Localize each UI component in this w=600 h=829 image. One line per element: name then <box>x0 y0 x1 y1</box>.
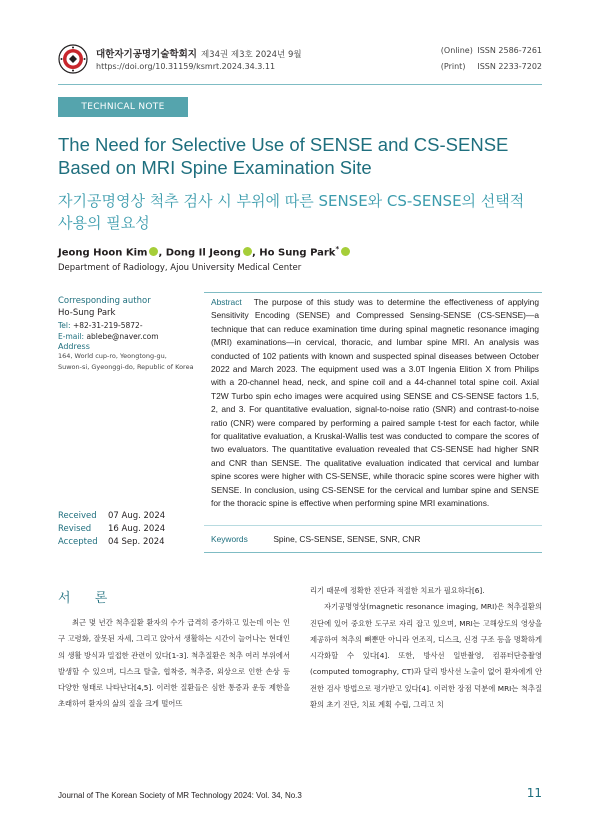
phone-label: Tel: <box>58 321 71 330</box>
title-korean <box>58 190 542 234</box>
title-korean-line: 자기공명영상 척추 검사 시 부위에 따른 SENSE와 CS-SENSE의 선택적 <box>58 192 525 210</box>
author-name[interactable]: Ho Sung Park <box>259 247 336 259</box>
title-english <box>58 133 542 179</box>
date-label: Accepted <box>58 537 98 547</box>
address-label: Address <box>58 342 90 351</box>
body-column-right <box>310 583 542 713</box>
phone-value: +82-31-219-5872- <box>72 321 143 330</box>
phone-line <box>58 321 208 330</box>
title-english-line: Based on MRI Spine Examination Site <box>58 157 372 178</box>
author-separator: , <box>251 247 256 259</box>
corresponding-author-heading: Corresponding author <box>58 296 151 306</box>
corresponding-mark: * <box>335 245 340 253</box>
affiliation: Department of Radiology, Ajou University Medical Center <box>58 263 302 273</box>
date-value: 16 Aug. 2024 <box>108 524 166 534</box>
body-paragraph: 최근 몇 년간 척추질환 환자의 수가 급격히 증가하고 있는데 이는 인구 고령화, 잘못된 자세, 그리고 앉아서 생활하는 시간이 늘어나는 현대인의 생활 방식과 밀접한 관련이 있다[1-3]. 척추질환은 척추 여러 부위에서 발생할 수 있으며, 디스크 탈출, 협착증, 척추증, 외상으로 인한 손상 등 다양한 형태로 나타난다[4,5]. 이러한 질환들은 심한 통증과 운동 제한을 초래하여 환자의 삶의 질을 크게 떨어뜨 <box>58 618 290 709</box>
date-row <box>58 536 208 549</box>
author-name[interactable]: Dong Il Jeong <box>165 247 241 259</box>
keywords-label: Keywords <box>211 534 248 544</box>
author-separator: , <box>158 247 163 259</box>
society-logo <box>58 44 88 74</box>
body-paragraph: 자기공명영상(magnetic resonance imaging, MRI)은 척추질환의 진단에 있어 중요한 도구로 자리 잡고 있으며, MRI는 고해상도의 영상을 제공하여 척추의 뼈뿐만 아니라 연조직, 디스크, 신경 구조 등을 명확하게 시각화할 수 있다[4]. 또한, 방사선 일반촬영, 컴퓨터단층촬영(computed tomography, CT)과 달리 방사선 노출이 없어 환자에게 안전한 검사 방법으로 평가받고 있다[4]. 이러한 장점 덕분에 MRI는 척추질환의 초기 진단, 치료 계획 수립, 그리고 치 <box>310 602 542 710</box>
email-value[interactable]: ablebe@naver.com <box>86 332 159 341</box>
author-name[interactable]: Jeong Hoon Kim <box>58 247 148 259</box>
journal-volume: 제34권 제3호 2024년 9월 <box>200 50 302 60</box>
title-korean-line: 사용의 필요성 <box>58 214 150 232</box>
date-value: 07 Aug. 2024 <box>108 511 166 521</box>
header-divider <box>58 84 542 85</box>
abstract-label: Abstract <box>211 297 242 307</box>
footer-journal: Journal of The Korean Society of MR Technology 2024: Vol. 34, No.3 <box>58 791 302 800</box>
page-number: 11 <box>526 786 542 800</box>
date-value: 04 Sep. 2024 <box>108 537 165 547</box>
keywords <box>211 534 420 544</box>
corresponding-author-block <box>58 296 208 373</box>
orcid-icon[interactable] <box>341 247 350 256</box>
issn-online <box>441 46 542 55</box>
abstract <box>211 296 539 511</box>
author-list <box>58 245 350 258</box>
issn-print-label: (Print) <box>440 62 466 71</box>
issn-print <box>441 62 542 71</box>
abstract-bottom-rule <box>204 552 542 553</box>
abstract-top-rule <box>204 292 542 293</box>
date-label: Received <box>58 511 97 521</box>
issn-print-value: ISSN 2233-7202 <box>477 62 542 71</box>
address-line: Suwon-si, Gyeonggi-do, Republic of Korea <box>58 363 194 371</box>
title-english-line: The Need for Selective Use of SENSE and CS-SENSE <box>58 134 509 155</box>
issn-online-value: ISSN 2586-7261 <box>477 46 542 55</box>
article-type-badge: TECHNICAL NOTE <box>58 97 188 117</box>
body-column-left <box>58 615 290 713</box>
abstract-divider <box>204 525 542 526</box>
issn-online-label: (Online) <box>440 46 473 55</box>
address-line: 164, World cup-ro, Yeongtong-gu, <box>58 352 167 360</box>
date-label: Revised <box>58 524 92 534</box>
section-heading: 서 론 <box>58 591 118 606</box>
journal-title <box>96 46 302 60</box>
orcid-icon[interactable] <box>243 247 252 256</box>
publication-dates <box>58 510 208 549</box>
body-paragraph: 리기 때문에 정확한 진단과 적절한 치료가 필요하다[6]. <box>310 586 485 595</box>
email-line <box>58 332 208 341</box>
date-row <box>58 523 208 536</box>
journal-name: 대한자기공명기술학회지 <box>96 49 197 60</box>
email-label: E-mail: <box>58 332 85 341</box>
abstract-text: The purpose of this study was to determine the effectiveness of applying Sensitivity Encoding (SENSE) and Compressed Sensing-SENSE (CS-SENSE)—a technique that can reduce examination time during spinal magnetic resonance imaging (MRI) examinations—in cervical, thoracic, and lumbar spine MRI. An analysis was conducted of 102 patients with known and suspected spinal diseases between October 2022 and March 2023. The equipment used was a 3.0T Ingenia Elition X from Philips with a 20-channel head, neck, and spine coil and a 44-channel total spine coil. Axial T2W Turbo spin echo images were acquired using SENSE and CS-SENSE factors 1.5, 2, and 3. For quantitative evaluation, signal-to-noise ratio (SNR) and contrast-to-noise ratio (CNR) were compared by performing a paired sample t-test for each factor, while for qualitative evaluation, a Kruskal-Wallis test was conducted to compare the scores of two evaluators. The quantitative evaluation revealed that CS-SENSE had higher SNR and CNR than SENSE. The qualitative evaluation indicated that cervical and lumbar spine scores were higher with CS-SENSE, while thoracic spine scores were higher with SENSE. In conclusion, using CS-SENSE for the cervical and lumbar spine and SENSE for the thoracic spine is effective when performing spine MRI examinations. <box>211 297 539 509</box>
keywords-text: Spine, CS-SENSE, SENSE, SNR, CNR <box>273 534 421 544</box>
date-row <box>58 510 208 523</box>
corresponding-author-name: Ho-Sung Park <box>58 308 116 318</box>
doi-link[interactable]: https://doi.org/10.31159/ksmrt.2024.34.3.11 <box>96 62 276 71</box>
